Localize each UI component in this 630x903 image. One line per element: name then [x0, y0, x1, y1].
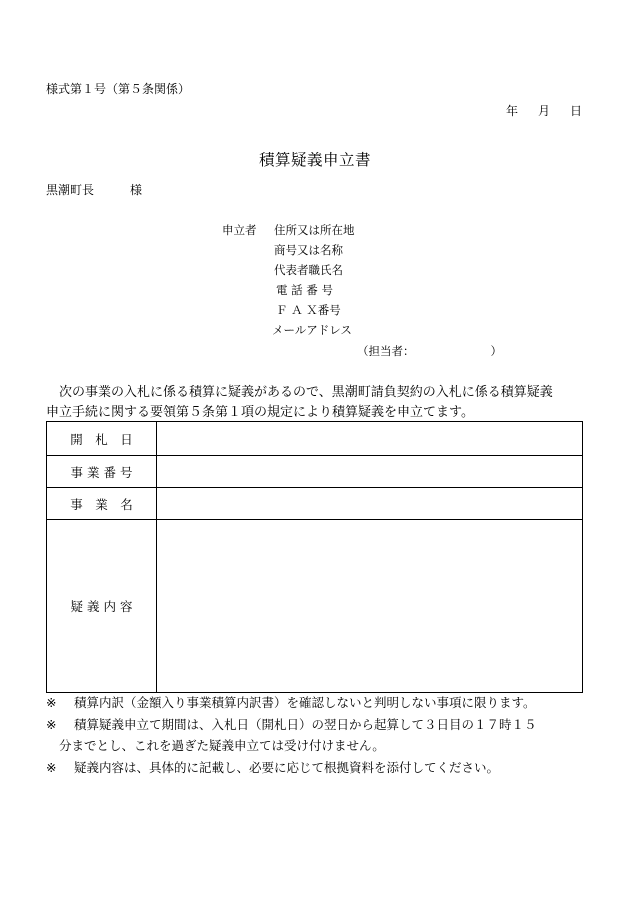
- field-email: メールアドレス: [272, 323, 352, 337]
- contact-person: [357, 343, 502, 359]
- contact-person-label: （担当者：: [357, 344, 415, 358]
- body-line-2: 申立手続に関する要領第５条第１項の規定により積算疑義を申立てます。: [46, 405, 474, 420]
- date-month: 月: [537, 104, 550, 118]
- body-line-1: 次の事業の入札に係る積算に疑義があるので、黒潮町請負契約の入札に係る積算疑義: [59, 385, 553, 400]
- input-project-name[interactable]: [157, 488, 583, 520]
- note-mark: ※: [46, 695, 57, 710]
- note-2: [46, 714, 537, 736]
- label-doubt-content: 疑 義 内 容: [47, 520, 157, 693]
- application-table: [46, 421, 583, 693]
- field-address: 住所又は所在地: [274, 223, 355, 237]
- form-number: 様式第１号（第５条関係）: [46, 82, 191, 96]
- table-row: [47, 456, 583, 488]
- date-line: [506, 102, 582, 119]
- note-2-continuation: 分までとし、これを過ぎた疑義申立ては受け付けません。: [59, 738, 385, 753]
- label-opening-date: 開 札 日: [47, 422, 157, 456]
- contact-person-close: ）: [490, 344, 502, 358]
- table-row: [47, 488, 583, 520]
- input-project-number[interactable]: [157, 456, 583, 488]
- note-text: 積算疑義申立て期間は、入札日（開札日）の翌日から起算して３日目の１７時１５: [74, 716, 537, 732]
- table-row: [47, 422, 583, 456]
- field-representative: 代表者職氏名: [274, 263, 343, 277]
- field-fax: Ｆ Ａ Ｘ番号: [276, 303, 341, 317]
- page-title: 積算疑義申立書: [258, 151, 371, 169]
- field-phone: 電 話 番 号: [276, 283, 333, 297]
- label-project-number: 事 業 番 号: [47, 456, 157, 488]
- date-year: 年: [505, 104, 518, 118]
- notes: [46, 692, 537, 778]
- table-row: [47, 520, 583, 693]
- note-text: 疑義内容は、具体的に記載し、必要に応じて根拠資料を添付してください。: [74, 759, 500, 775]
- applicant-label: 申立者: [222, 223, 257, 237]
- addressee-name: 黒潮町長: [46, 183, 95, 197]
- input-opening-date[interactable]: [157, 422, 583, 456]
- note-text: 積算内訳（金額入り事業積算内訳書）を確認しないと判明しない事項に限ります。: [74, 695, 536, 710]
- body-text: [46, 383, 586, 423]
- note-3: [46, 757, 537, 779]
- addressee: [46, 181, 142, 198]
- note-mark: ※: [46, 759, 57, 775]
- note-1: [46, 692, 537, 714]
- date-day: 日: [569, 104, 582, 118]
- note-mark: ※: [46, 716, 57, 732]
- addressee-honorific: 様: [130, 183, 143, 197]
- label-project-name: 事 業 名: [47, 488, 157, 520]
- input-doubt-content[interactable]: [157, 520, 583, 693]
- field-company-name: 商号又は名称: [274, 243, 343, 257]
